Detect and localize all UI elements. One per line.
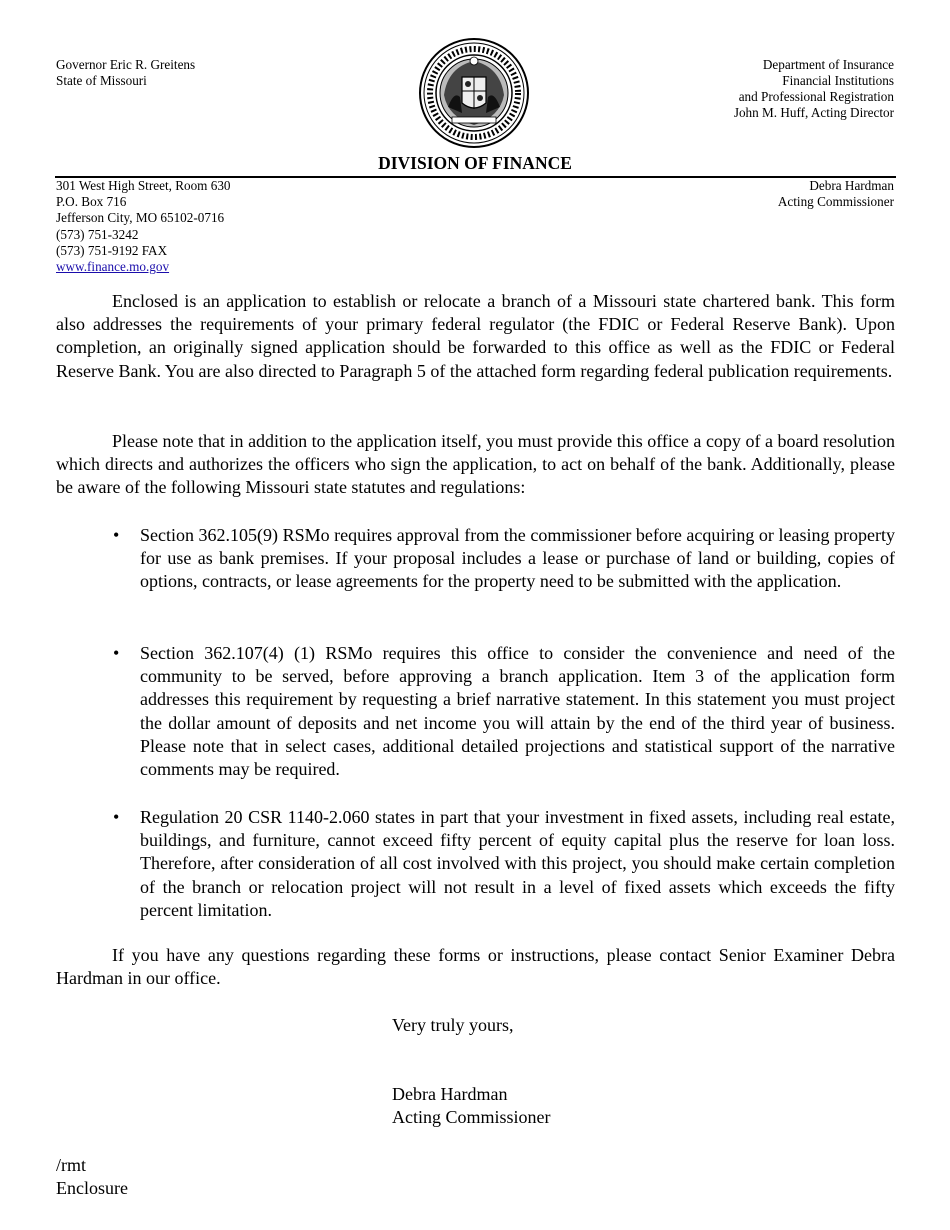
commissioner-title: Acting Commissioner <box>777 194 894 210</box>
website-link[interactable]: www.finance.mo.gov <box>56 259 170 275</box>
letterhead-left <box>56 57 195 89</box>
commissioner-header <box>778 178 894 210</box>
salutation: Very truly yours, <box>392 1015 514 1035</box>
bullet-icon: • <box>113 643 120 663</box>
bullet-icon: • <box>113 525 120 545</box>
department-line: Department of Insurance <box>762 57 894 72</box>
division-title: DIVISION OF FINANCE <box>378 153 572 173</box>
bullet-icon: • <box>113 807 120 827</box>
address-line: P.O. Box 716 <box>56 194 127 210</box>
phone-line: (573) 751-3242 <box>56 226 139 242</box>
commissioner-name: Debra Hardman <box>809 178 894 193</box>
letterhead-right <box>734 57 894 121</box>
address-line: 301 West High Street, Room 630 <box>56 178 231 193</box>
paragraph-text: Enclosed is an application to establish or relocate a branch of a Missouri state chartered bank. This form also addresses the requirements of your primary federal regulator (the FDIC or Federal Reserve Bank). Upon completion, an originally signed application should be forwarded to this office as well as the FDIC or Federal Reserve Bank. You are also directed to Paragraph 5 of the attached form regarding federal publication requirements. <box>56 291 895 381</box>
enclosure-note: Enclosure <box>56 1178 128 1199</box>
director-line: John M. Huff, Acting Director <box>733 105 894 120</box>
office-address <box>56 178 231 275</box>
department-line: Financial Institutions <box>782 73 894 88</box>
board-resolution-paragraph <box>56 430 895 500</box>
address-line: Jefferson City, MO 65102-0716 <box>56 210 225 226</box>
typist-initials: /rmt <box>56 1155 86 1175</box>
closing-paragraph <box>56 944 895 990</box>
paragraph-text: If you have any questions regarding these forms or instructions, please contact Senior Examiner Debra Hardman in our office. <box>56 945 895 989</box>
missouri-state-seal-icon <box>418 37 530 149</box>
bullet-item: Section 362.105(9) RSMo requires approval from the commissioner before acquiring or leasing property for use as bank premises. If your proposal includes a lease or purchase of land or building, copies of options, contracts, or lease agreements for the property need to be submitted with the application. <box>140 525 895 592</box>
footer-notes <box>56 1154 128 1200</box>
department-line: and Professional Registration <box>738 89 894 104</box>
signer-title: Acting Commissioner <box>392 1107 551 1128</box>
state-name: State of Missouri <box>56 73 147 88</box>
governor-name: Governor Eric R. Greitens <box>56 57 196 72</box>
bullet-item: Section 362.107(4) (1) RSMo requires this office to consider the convenience and need of the community to be served, before approving a branch application. Item 3 of the application form addresses this requirement by requesting a brief narrative statement. In this statement you must project the dollar amount of deposits and net income you will attain by the end of the third year of business. Please note that in select cases, additional detailed projections and statistical support of the narrative comments may be required. <box>140 643 895 780</box>
paragraph-text: Please note that in addition to the application itself, you must provide this office a copy of a board resolution which directs and authorizes the officers who sign the application, to act on behalf of the bank. Additionally, please be aware of the following Missouri state statutes and regulations: <box>56 431 895 498</box>
bullet-item: Regulation 20 CSR 1140-2.060 states in part that your investment in fixed assets, including real estate, buildings, and furniture, cannot exceed fifty percent of equity capital plus the reserve for loan loss. Therefore, after consideration of all cost involved with this project, you should make certain completion of the branch or relocation project will not result in a level of fixed assets which exceeds the fifty percent limitation. <box>140 807 895 920</box>
intro-paragraph <box>56 290 895 383</box>
signer-name: Debra Hardman <box>392 1084 508 1104</box>
fax-line: (573) 751-9192 FAX <box>56 242 168 258</box>
signature-block <box>392 1083 551 1129</box>
